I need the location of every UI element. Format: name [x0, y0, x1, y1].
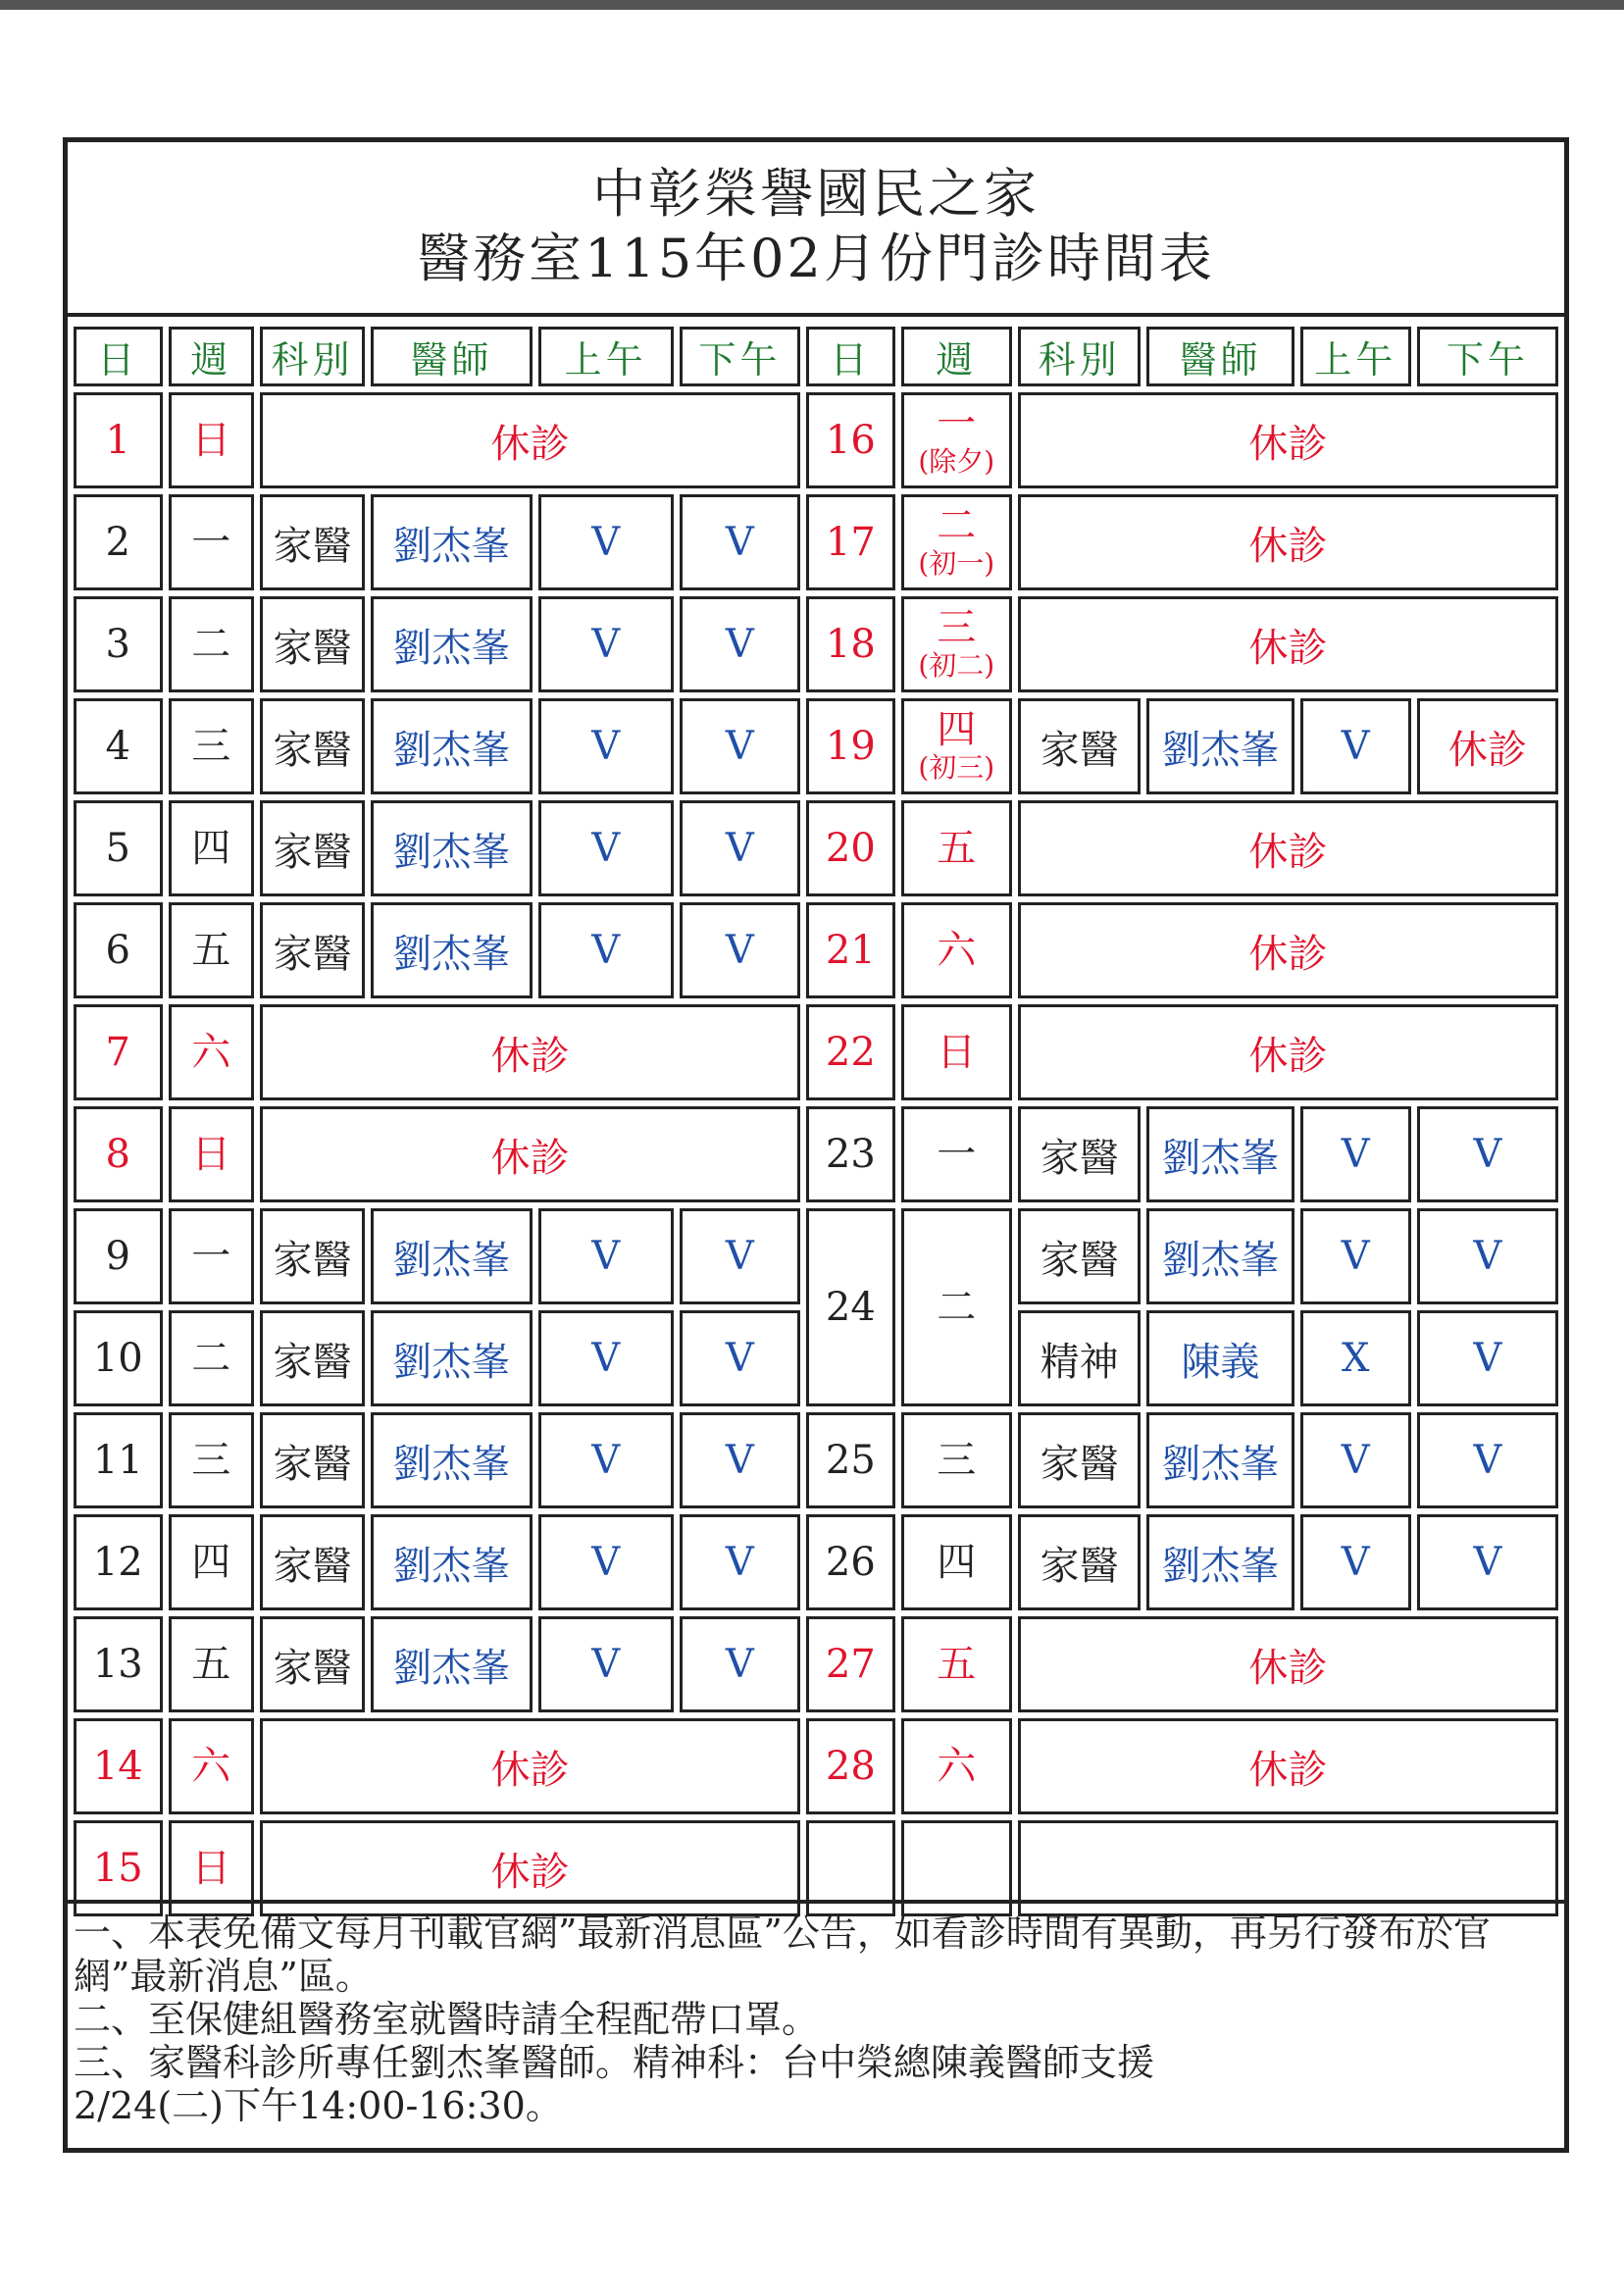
- pm-cell: V: [1417, 1514, 1558, 1610]
- week-cell: [169, 1412, 254, 1508]
- weekday-label: 三: [937, 1438, 977, 1483]
- week-cell: [169, 1310, 254, 1406]
- pm-cell: V: [680, 902, 800, 998]
- table-row: [74, 1514, 1558, 1610]
- day-cell: 4: [74, 698, 163, 794]
- weekday-label: 四: [191, 826, 231, 871]
- closed-cell: 休診: [1018, 392, 1558, 488]
- header-am: 上午: [538, 327, 674, 386]
- header-day: 日: [74, 327, 163, 386]
- day-cell: 28: [806, 1718, 895, 1814]
- weekday-note: (初二): [918, 649, 995, 682]
- weekday-label: 五: [191, 928, 231, 973]
- week-cell: [169, 1514, 254, 1610]
- weekday-label: 六: [937, 928, 977, 973]
- week-cell: [169, 494, 254, 590]
- pm-cell: V: [1417, 1106, 1558, 1202]
- closed-cell: 休診: [1018, 596, 1558, 692]
- note-2: 二、至保健組醫務室就醫時請全程配帶口罩。: [74, 1998, 820, 2041]
- title-line-2: 醫務室115年02月份門診時間表: [417, 228, 1215, 289]
- pm-cell: V: [680, 800, 800, 896]
- am-cell: V: [538, 1208, 674, 1304]
- pm-cell: V: [1417, 1310, 1558, 1406]
- doctor-cell: 劉杰峯: [371, 1514, 533, 1610]
- dept-cell: 家醫: [1018, 1208, 1142, 1304]
- dept-cell: 家醫: [260, 596, 365, 692]
- week-cell: [169, 1106, 254, 1202]
- weekday-label: 日: [937, 1030, 977, 1075]
- week-cell: [901, 1514, 1012, 1610]
- dept-cell: 家醫: [260, 1412, 365, 1508]
- table-row: [74, 494, 1558, 590]
- am-cell: V: [538, 902, 674, 998]
- pm-cell: V: [1417, 1412, 1558, 1508]
- day-cell: 9: [74, 1208, 163, 1304]
- week-cell: [901, 1106, 1012, 1202]
- day-cell: 15: [74, 1820, 163, 1916]
- week-cell: [169, 1616, 254, 1712]
- day-cell: 18: [806, 596, 895, 692]
- table-row: [74, 1004, 1558, 1100]
- dept-cell: 家醫: [260, 1514, 365, 1610]
- table-row: [74, 1412, 1558, 1508]
- day-cell: 24: [806, 1208, 895, 1406]
- weekday-label: 五: [191, 1642, 231, 1687]
- dept-cell: 家醫: [1018, 1106, 1142, 1202]
- day-cell: 25: [806, 1412, 895, 1508]
- am-cell: V: [538, 596, 674, 692]
- day-cell: 20: [806, 800, 895, 896]
- doctor-cell: 劉杰峯: [1146, 1208, 1294, 1304]
- am-cell: V: [1300, 1208, 1411, 1304]
- doctor-cell: 劉杰峯: [371, 902, 533, 998]
- weekday-label: 四: [937, 1540, 977, 1585]
- week-cell: [169, 1208, 254, 1304]
- day-cell: 23: [806, 1106, 895, 1202]
- closed-cell: 休診: [1018, 1004, 1558, 1100]
- doctor-cell: 劉杰峯: [371, 698, 533, 794]
- doctor-cell: 劉杰峯: [371, 800, 533, 896]
- day-cell: 27: [806, 1616, 895, 1712]
- weekday-label: 三: [191, 1438, 231, 1483]
- note-3: 三、家醫科診所專任劉杰峯醫師。精神科：台中榮總陳義醫師支援: [74, 2041, 1155, 2084]
- doctor-cell: 劉杰峯: [1146, 1106, 1294, 1202]
- day-cell: 22: [806, 1004, 895, 1100]
- header-dept: 科別: [1018, 327, 1142, 386]
- weekday-label: 一: [937, 1132, 977, 1177]
- doctor-cell: 劉杰峯: [371, 596, 533, 692]
- day-cell: 26: [806, 1514, 895, 1610]
- week-cell: [901, 1004, 1012, 1100]
- closed-cell: 休診: [1018, 1718, 1558, 1814]
- pm-cell: V: [680, 1412, 800, 1508]
- dept-cell: 家醫: [260, 1616, 365, 1712]
- day-cell: 1: [74, 392, 163, 488]
- dept-cell: 家醫: [260, 1310, 365, 1406]
- am-cell: V: [538, 1514, 674, 1610]
- am-cell: V: [1300, 1514, 1411, 1610]
- pm-cell: V: [680, 1514, 800, 1610]
- weekday-label: 五: [937, 1642, 977, 1687]
- header-am: 上午: [1300, 327, 1411, 386]
- week-cell: [901, 698, 1012, 794]
- doctor-cell: 劉杰峯: [371, 1412, 533, 1508]
- weekday-label: 日: [191, 1846, 231, 1891]
- weekday-label: 四: [191, 1540, 231, 1585]
- am-cell: V: [1300, 698, 1411, 794]
- am-cell: V: [538, 698, 674, 794]
- weekday-label: 二: [937, 1285, 977, 1330]
- dept-cell: 家醫: [260, 902, 365, 998]
- header-pm: 下午: [680, 327, 800, 386]
- weekday-label: 六: [191, 1030, 231, 1075]
- weekday-label: 六: [191, 1744, 231, 1789]
- pm-cell: V: [1417, 1208, 1558, 1304]
- dept-cell: 家醫: [260, 494, 365, 590]
- doctor-cell: 劉杰峯: [1146, 698, 1294, 794]
- pm-cell: V: [680, 596, 800, 692]
- weekday-note: (初一): [918, 547, 995, 580]
- pm-cell: V: [680, 494, 800, 590]
- weekday-label: 日: [191, 1132, 231, 1177]
- table-row: [74, 800, 1558, 896]
- weekday-label: 六: [937, 1744, 977, 1789]
- day-cell: 10: [74, 1310, 163, 1406]
- week-cell: [901, 1616, 1012, 1712]
- dept-cell: 家醫: [260, 1208, 365, 1304]
- dept-cell: 家醫: [1018, 1412, 1142, 1508]
- am-cell: X: [1300, 1310, 1411, 1406]
- am-cell: V: [1300, 1106, 1411, 1202]
- weekday-label: 日: [191, 418, 231, 463]
- pm-cell: V: [680, 1616, 800, 1712]
- dept-cell: 家醫: [260, 698, 365, 794]
- table-row: [74, 596, 1558, 692]
- pm-cell: V: [680, 1208, 800, 1304]
- table-row: [74, 392, 1558, 488]
- closed-cell: 休診: [1018, 902, 1558, 998]
- header-doctor: 醫師: [371, 327, 533, 386]
- am-cell: V: [538, 1412, 674, 1508]
- dept-cell: 家醫: [1018, 1514, 1142, 1610]
- day-cell: 21: [806, 902, 895, 998]
- day-cell: 16: [806, 392, 895, 488]
- week-cell: [901, 800, 1012, 896]
- closed-cell: 休診: [260, 1004, 800, 1100]
- header-dept: 科別: [260, 327, 365, 386]
- pm-cell: 休診: [1417, 698, 1558, 794]
- week-cell: [901, 1208, 1012, 1406]
- closed-cell: 休診: [1018, 494, 1558, 590]
- week-cell: [901, 392, 1012, 488]
- title-line-1: 中彰榮譽國民之家: [592, 163, 1040, 225]
- doctor-cell: 陳義: [1146, 1310, 1294, 1406]
- am-cell: V: [538, 494, 674, 590]
- doctor-cell: 劉杰峯: [1146, 1412, 1294, 1508]
- day-cell: 6: [74, 902, 163, 998]
- closed-cell: 休診: [260, 392, 800, 488]
- notes-section: [68, 1900, 1564, 2148]
- schedule-sheet: [63, 137, 1569, 2153]
- closed-cell: 休診: [260, 1820, 800, 1916]
- page-title: [68, 142, 1564, 317]
- day-cell: 13: [74, 1616, 163, 1712]
- weekday-label: 二: [937, 503, 977, 548]
- week-cell: [169, 1718, 254, 1814]
- doctor-cell: 劉杰峯: [371, 1616, 533, 1712]
- header-pm: 下午: [1417, 327, 1558, 386]
- day-cell: 14: [74, 1718, 163, 1814]
- header-day: 日: [806, 327, 895, 386]
- day-cell: 5: [74, 800, 163, 896]
- day-cell: 2: [74, 494, 163, 590]
- table-row: [74, 698, 1558, 794]
- doctor-cell: 劉杰峯: [371, 494, 533, 590]
- week-cell: [169, 1004, 254, 1100]
- weekday-label: 四: [937, 707, 977, 752]
- pm-cell: V: [680, 698, 800, 794]
- table-row: [74, 902, 1558, 998]
- day-cell: 12: [74, 1514, 163, 1610]
- week-cell: [169, 902, 254, 998]
- week-cell: [901, 902, 1012, 998]
- doctor-cell: 劉杰峯: [371, 1208, 533, 1304]
- dept-cell: 家醫: [1018, 698, 1142, 794]
- closed-cell: 休診: [260, 1106, 800, 1202]
- scan-top-edge: [0, 0, 1624, 10]
- doctor-cell: 劉杰峯: [371, 1310, 533, 1406]
- weekday-label: 二: [191, 622, 231, 667]
- am-cell: V: [1300, 1412, 1411, 1508]
- week-cell: [169, 596, 254, 692]
- weekday-label: 三: [937, 605, 977, 650]
- header-doctor: 醫師: [1146, 327, 1294, 386]
- am-cell: V: [538, 1310, 674, 1406]
- table-row: [74, 1616, 1558, 1712]
- day-cell: 7: [74, 1004, 163, 1100]
- table-row: [74, 1106, 1558, 1202]
- weekday-label: 五: [937, 826, 977, 871]
- week-cell: [169, 698, 254, 794]
- doctor-cell: 劉杰峯: [1146, 1514, 1294, 1610]
- week-cell: [901, 1718, 1012, 1814]
- pm-cell: V: [680, 1310, 800, 1406]
- header-row: [74, 327, 1558, 386]
- weekday-label: 二: [191, 1336, 231, 1381]
- dept-cell: 家醫: [260, 800, 365, 896]
- closed-cell: 休診: [260, 1718, 800, 1814]
- weekday-label: 一: [191, 1234, 231, 1279]
- table-row: [74, 1718, 1558, 1814]
- am-cell: V: [538, 800, 674, 896]
- note-1: 一、本表免備文每月刊載官網”最新消息區”公告，如看診時間有異動，再另行發布於官網”最新消息”區。: [74, 1912, 1491, 1998]
- day-cell: 8: [74, 1106, 163, 1202]
- week-cell: [901, 494, 1012, 590]
- week-cell: [169, 800, 254, 896]
- table-row: [74, 1208, 1558, 1304]
- day-cell: 3: [74, 596, 163, 692]
- header-week: 週: [169, 327, 254, 386]
- day-cell: 19: [806, 698, 895, 794]
- weekday-label: 一: [937, 401, 977, 446]
- closed-cell: 休診: [1018, 1616, 1558, 1712]
- weekday-note: (除夕): [918, 445, 995, 478]
- note-4: 2/24(二)下午14:00-16:30。: [74, 2084, 563, 2127]
- weekday-label: 三: [191, 724, 231, 769]
- header-week: 週: [901, 327, 1012, 386]
- weekday-note: (初三): [918, 751, 995, 784]
- dept-cell: 精神: [1018, 1310, 1142, 1406]
- day-cell: 11: [74, 1412, 163, 1508]
- day-cell: 17: [806, 494, 895, 590]
- schedule-table: [68, 321, 1564, 1922]
- week-cell: [901, 596, 1012, 692]
- week-cell: [169, 392, 254, 488]
- closed-cell: 休診: [1018, 800, 1558, 896]
- am-cell: V: [538, 1616, 674, 1712]
- week-cell: [901, 1412, 1012, 1508]
- weekday-label: 一: [191, 520, 231, 565]
